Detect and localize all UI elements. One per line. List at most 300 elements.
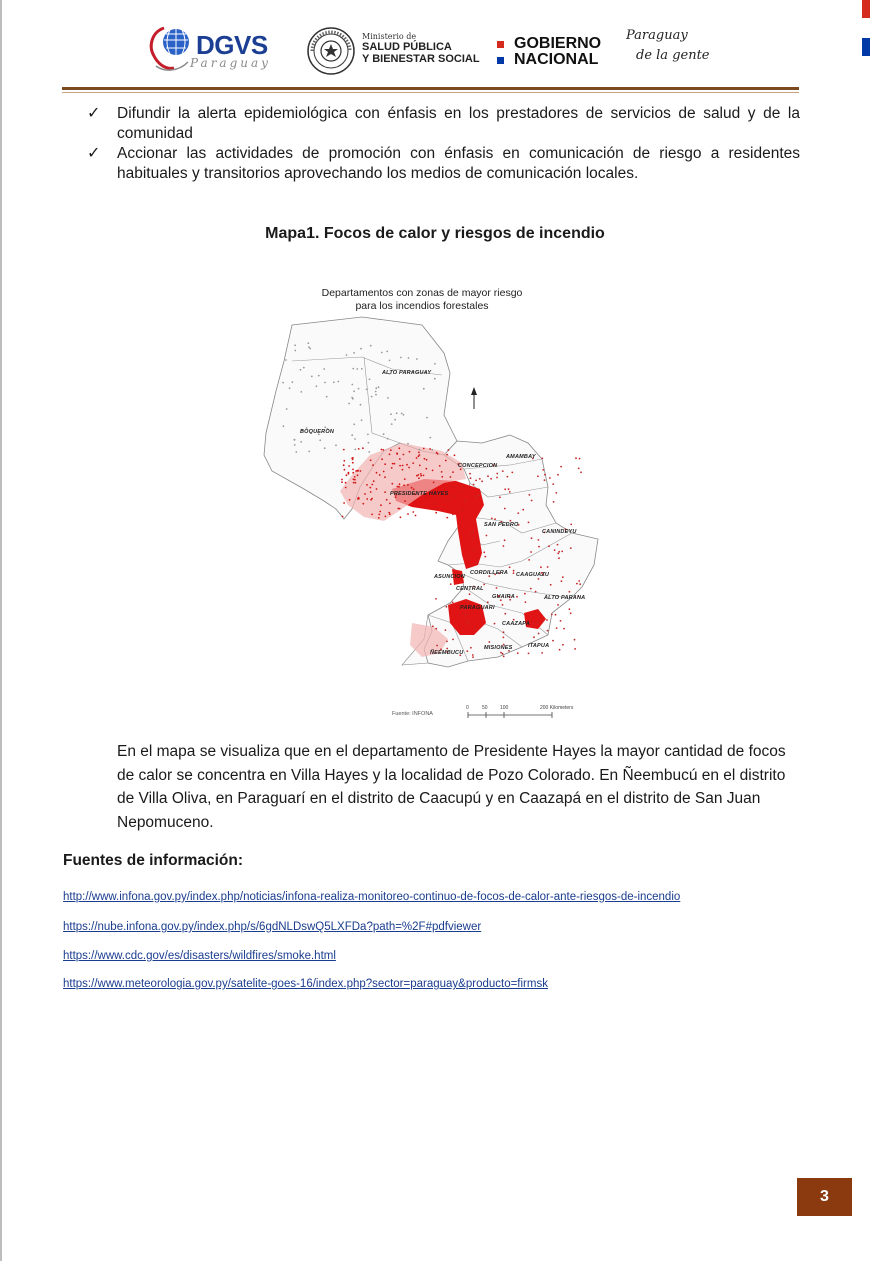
fire-hotspot-dot bbox=[360, 404, 362, 406]
fire-hotspot-dot bbox=[371, 514, 373, 516]
fire-hotspot-dot bbox=[289, 387, 291, 389]
fire-hotspot-dot bbox=[432, 625, 434, 627]
fire-hotspot-dot bbox=[358, 448, 360, 450]
fire-hotspot-dot bbox=[540, 566, 542, 568]
gobierno-row-2 bbox=[497, 52, 601, 68]
fire-hotspot-dot bbox=[400, 357, 402, 359]
fire-hotspot-dot bbox=[472, 656, 474, 658]
fire-hotspot-dot bbox=[402, 469, 404, 471]
fire-hotspot-dot bbox=[538, 539, 540, 541]
fire-hotspot-dot bbox=[319, 439, 321, 441]
fire-hotspot-dot bbox=[424, 458, 426, 460]
fire-hotspot-dot bbox=[361, 368, 363, 370]
fire-hotspot-dot bbox=[469, 593, 471, 595]
fire-hotspot-dot bbox=[294, 344, 296, 346]
fire-hotspot-dot bbox=[351, 457, 353, 459]
fire-hotspot-dot bbox=[370, 459, 372, 461]
fire-hotspot-dot bbox=[579, 583, 581, 585]
gobierno-nacional-logo bbox=[497, 36, 601, 68]
fire-hotspot-dot bbox=[504, 508, 506, 510]
fire-hotspot-dot bbox=[441, 471, 443, 473]
fire-hotspot-dot bbox=[391, 483, 393, 485]
fire-hotspot-dot bbox=[398, 486, 400, 488]
fire-hotspot-dot bbox=[345, 482, 347, 484]
fire-hotspot-dot bbox=[561, 551, 563, 553]
fire-hotspot-dot bbox=[445, 629, 447, 631]
fire-hotspot-dot bbox=[446, 517, 448, 519]
fire-hotspot-dot bbox=[381, 458, 383, 460]
fire-hotspot-dot bbox=[576, 583, 578, 585]
fire-hotspot-dot bbox=[419, 465, 421, 467]
fire-hotspot-dot bbox=[355, 470, 357, 472]
fire-hotspot-dot bbox=[558, 551, 560, 553]
fire-hotspot-dot bbox=[487, 601, 489, 603]
fire-hotspot-dot bbox=[462, 510, 464, 512]
fire-hotspot-dot bbox=[466, 650, 468, 652]
fire-hotspot-dot bbox=[429, 448, 431, 450]
fire-hotspot-dot bbox=[580, 471, 582, 473]
fire-hotspot-dot bbox=[496, 587, 498, 589]
fire-hotspot-dot bbox=[346, 474, 348, 476]
fire-hotspot-dot bbox=[412, 511, 414, 513]
fire-hotspot-dot bbox=[371, 498, 373, 500]
fire-hotspot-dot bbox=[357, 474, 359, 476]
fire-hotspot-dot bbox=[559, 649, 561, 651]
fire-hotspot-dot bbox=[285, 359, 287, 361]
fire-hotspot-dot bbox=[535, 591, 537, 593]
fire-hotspot-dot bbox=[420, 475, 422, 477]
fire-hotspot-dot bbox=[420, 473, 422, 475]
fire-hotspot-dot bbox=[469, 473, 471, 475]
fire-hotspot-dot bbox=[575, 457, 577, 459]
fire-hotspot-dot bbox=[300, 441, 302, 443]
fire-hotspot-dot bbox=[348, 472, 350, 474]
fire-hotspot-dot bbox=[323, 368, 325, 370]
label-cordillera: CORDILLERA bbox=[470, 570, 509, 576]
fire-hotspot-dot bbox=[446, 606, 448, 608]
fire-hotspot-dot bbox=[324, 447, 326, 449]
label-concepcion: CONCEPCION bbox=[458, 463, 498, 469]
dgvs-logo bbox=[146, 22, 276, 78]
fire-hotspot-dot bbox=[295, 451, 297, 453]
fire-hotspot-dot bbox=[528, 522, 530, 524]
fire-hotspot-dot bbox=[434, 508, 436, 510]
fire-hotspot-dot bbox=[452, 471, 454, 473]
map-heading-line-2: para los incendios forestales bbox=[355, 300, 489, 312]
fire-hotspot-dot bbox=[291, 381, 293, 383]
fire-hotspot-dot bbox=[472, 654, 474, 656]
map-description-paragraph: En el mapa se visualiza que en el departamento de Presidente Hayes la mayor cantidad de focos de calor se concentra en Villa Hayes y la localidad de Pozo Colorado. En Ñeembucú en el distrito de Villa Oliva, en Paraguarí en el distrito de Caacupú y en Caazapá en el distrito de San Juan Nepomuceno. bbox=[117, 743, 786, 831]
fire-hotspot-dot bbox=[426, 459, 428, 461]
fire-hotspot-dot bbox=[511, 472, 513, 474]
fire-hotspot-dot bbox=[542, 619, 544, 621]
fire-hotspot-dot bbox=[404, 478, 406, 480]
fire-hotspot-dot bbox=[353, 478, 355, 480]
fire-hotspot-dot bbox=[335, 444, 337, 446]
dgvs-logo-text: DGVS bbox=[196, 30, 268, 60]
dgvs-globe-icon bbox=[146, 22, 196, 78]
fire-hotspot-dot bbox=[551, 614, 553, 616]
fire-hotspot-dot bbox=[372, 464, 374, 466]
fire-hotspot-dot bbox=[389, 503, 391, 505]
paraguay-fire-risk-map bbox=[252, 283, 612, 723]
fire-hotspot-dot bbox=[453, 487, 455, 489]
paraguay-logo-line-1: Paraguay bbox=[626, 28, 688, 43]
fire-hotspot-dot bbox=[403, 414, 405, 416]
fire-hotspot-dot bbox=[423, 388, 425, 390]
fire-hotspot-dot bbox=[293, 439, 295, 441]
fire-hotspot-dot bbox=[294, 444, 296, 446]
fire-hotspot-dot bbox=[450, 583, 452, 585]
fire-hotspot-dot bbox=[370, 491, 372, 493]
fire-hotspot-dot bbox=[411, 487, 413, 489]
fire-hotspot-dot bbox=[399, 508, 401, 510]
fire-hotspot-dot bbox=[300, 369, 302, 371]
fire-hotspot-dot bbox=[553, 501, 555, 503]
fire-hotspot-dot bbox=[386, 351, 388, 353]
fire-hotspot-dot bbox=[467, 623, 469, 625]
fire-hotspot-dot bbox=[407, 513, 409, 515]
fire-hotspot-dot bbox=[531, 500, 533, 502]
fire-hotspot-dot bbox=[552, 483, 554, 485]
fire-hotspot-dot bbox=[362, 503, 364, 505]
fire-hotspot-dot bbox=[407, 443, 409, 445]
map-graphic bbox=[252, 283, 612, 723]
fire-hotspot-dot bbox=[415, 515, 417, 517]
fire-hotspot-dot bbox=[560, 620, 562, 622]
fire-hotspot-dot bbox=[294, 350, 296, 352]
fire-hotspot-dot bbox=[416, 457, 418, 459]
fire-hotspot-dot bbox=[473, 549, 475, 551]
gobierno-row-1 bbox=[497, 36, 601, 52]
fire-hotspot-dot bbox=[349, 499, 351, 501]
fire-hotspot-dot bbox=[451, 498, 453, 500]
fire-hotspot-dot bbox=[392, 463, 394, 465]
fire-hotspot-dot bbox=[383, 433, 385, 435]
fire-hotspot-dot bbox=[432, 470, 434, 472]
checklist-item-text: Accionar las actividades de promoción con énfasis en comunicación de riesgo a residentes habituales y transitorios aprovechando los medios de comunicación locales. bbox=[117, 145, 800, 182]
fire-hotspot-dot bbox=[434, 363, 436, 365]
fire-hotspot-dot bbox=[578, 468, 580, 470]
fire-hotspot-dot bbox=[574, 648, 576, 650]
fire-hotspot-dot bbox=[376, 488, 378, 490]
label-san-pedro: SAN PEDRO bbox=[484, 522, 519, 528]
fire-hotspot-dot bbox=[554, 549, 556, 551]
scale-bar bbox=[468, 712, 552, 718]
fire-hotspot-dot bbox=[452, 602, 454, 604]
fire-hotspot-dot bbox=[502, 604, 504, 606]
fire-hotspot-dot bbox=[384, 463, 386, 465]
fire-hotspot-dot bbox=[548, 545, 550, 547]
fire-hotspot-dot bbox=[355, 482, 357, 484]
fire-hotspot-dot bbox=[366, 484, 368, 486]
fire-hotspot-dot bbox=[356, 368, 358, 370]
fire-hotspot-dot bbox=[341, 479, 343, 481]
fire-hotspot-dot bbox=[496, 477, 498, 479]
fire-hotspot-dot bbox=[366, 498, 368, 500]
fire-hotspot-dot bbox=[316, 385, 318, 387]
fire-hotspot-dot bbox=[435, 512, 437, 514]
fire-hotspot-dot bbox=[402, 465, 404, 467]
fire-hotspot-dot bbox=[380, 504, 382, 506]
fire-hotspot-dot bbox=[382, 449, 384, 451]
fire-hotspot-dot bbox=[379, 474, 381, 476]
fire-hotspot-dot bbox=[416, 358, 418, 360]
fire-hotspot-dot bbox=[446, 454, 448, 456]
fire-hotspot-dot bbox=[471, 533, 473, 535]
fire-hotspot-dot bbox=[533, 623, 535, 625]
fire-hotspot-dot bbox=[342, 516, 344, 518]
action-checklist bbox=[80, 104, 800, 184]
fire-hotspot-dot bbox=[479, 478, 481, 480]
fire-hotspot-dot bbox=[557, 604, 559, 606]
fire-hotspot-dot bbox=[388, 512, 390, 514]
fire-hotspot-dot bbox=[557, 474, 559, 476]
fire-hotspot-dot bbox=[525, 601, 527, 603]
fire-hotspot-dot bbox=[445, 460, 447, 462]
fire-hotspot-dot bbox=[574, 639, 576, 641]
fire-hotspot-dot bbox=[434, 378, 436, 380]
fire-hotspot-dot bbox=[475, 563, 477, 565]
fire-hotspot-dot bbox=[570, 524, 572, 526]
fire-hotspot-dot bbox=[343, 502, 345, 504]
fire-hotspot-dot bbox=[361, 419, 363, 421]
label-caazapa: CAAZAPA bbox=[502, 621, 530, 627]
fire-hotspot-dot bbox=[379, 511, 381, 513]
source-link[interactable]: https://www.meteorologia.gov.py/satelite-goes-16/index.php?sector=paraguay&producto=firmsk bbox=[63, 978, 548, 990]
fire-hotspot-dot bbox=[378, 514, 380, 516]
fire-hotspot-dot bbox=[368, 451, 370, 453]
fire-hotspot-dot bbox=[408, 357, 410, 359]
fire-hotspot-dot bbox=[343, 460, 345, 462]
fire-hotspot-dot bbox=[487, 475, 489, 477]
fire-hotspot-dot bbox=[437, 453, 439, 455]
fire-hotspot-dot bbox=[522, 509, 524, 511]
fire-hotspot-dot bbox=[461, 490, 463, 492]
fire-hotspot-dot bbox=[394, 419, 396, 421]
map-source: Fuente: INFONA bbox=[392, 711, 433, 717]
fire-hotspot-dot bbox=[470, 477, 472, 479]
fire-hotspot-dot bbox=[452, 514, 454, 516]
fire-hotspot-dot bbox=[409, 451, 411, 453]
fire-hotspot-dot bbox=[403, 454, 405, 456]
fire-hotspot-dot bbox=[308, 346, 310, 348]
fire-hotspot-dot bbox=[408, 467, 410, 469]
fire-hotspot-dot bbox=[369, 487, 371, 489]
fire-hotspot-dot bbox=[560, 466, 562, 468]
fire-hotspot-dot bbox=[399, 483, 401, 485]
fire-hotspot-dot bbox=[418, 449, 420, 451]
fire-hotspot-dot bbox=[387, 397, 389, 399]
fire-hotspot-dot bbox=[352, 368, 354, 370]
map-title: Mapa1. Focos de calor y riesgos de incendio bbox=[265, 225, 605, 242]
fire-hotspot-dot bbox=[502, 653, 504, 655]
fire-hotspot-dot bbox=[558, 557, 560, 559]
fire-hotspot-dot bbox=[353, 390, 355, 392]
fire-hotspot-dot bbox=[561, 580, 563, 582]
fire-hotspot-dot bbox=[431, 449, 433, 451]
fire-hotspot-dot bbox=[531, 537, 533, 539]
fire-hotspot-dot bbox=[286, 408, 288, 410]
fire-hotspot-dot bbox=[423, 475, 425, 477]
fire-hotspot-dot bbox=[538, 578, 540, 580]
fire-hotspot-dot bbox=[391, 423, 393, 425]
fire-hotspot-dot bbox=[418, 455, 420, 457]
scale-label-100: 100 bbox=[500, 705, 509, 711]
fire-hotspot-dot bbox=[466, 620, 468, 622]
fire-hotspot-dot bbox=[509, 491, 511, 493]
fire-hotspot-dot bbox=[354, 476, 356, 478]
fire-hotspot-dot bbox=[578, 580, 580, 582]
fire-hotspot-dot bbox=[441, 476, 443, 478]
fire-hotspot-dot bbox=[513, 570, 515, 572]
fire-hotspot-dot bbox=[397, 486, 399, 488]
fire-hotspot-dot bbox=[398, 447, 400, 449]
fire-hotspot-dot bbox=[557, 553, 559, 555]
fire-hotspot-dot bbox=[375, 387, 377, 389]
scale-label-200: 200 Kilometers bbox=[540, 705, 574, 711]
fire-hotspot-dot bbox=[538, 633, 540, 635]
fire-hotspot-dot bbox=[371, 396, 373, 398]
label-boqueron: BOQUERON bbox=[300, 429, 334, 435]
fire-hotspot-dot bbox=[324, 382, 326, 384]
fire-hotspot-dot bbox=[303, 367, 305, 369]
fire-hotspot-dot bbox=[435, 598, 437, 600]
fire-hotspot-dot bbox=[348, 403, 350, 405]
fire-hotspot-dot bbox=[351, 384, 353, 386]
label-central: CENTRAL bbox=[456, 586, 484, 592]
source-link[interactable]: http://www.infona.gov.py/index.php/noticias/infona-realiza-monitoreo-continuo-de-focos-de-calor-ante-riesgos-de-incendio bbox=[63, 891, 681, 903]
checklist-item-text: Difundir la alerta epidemiológica con énfasis en los prestadores de servicios de salud y de la comunidad bbox=[117, 105, 800, 142]
ministry-name bbox=[362, 32, 480, 65]
fire-hotspot-dot bbox=[418, 477, 420, 479]
source-link[interactable]: https://nube.infona.gov.py/index.php/s/6gdNLDswQ5LXFDa?path=%2F#pdfviewer bbox=[63, 921, 482, 933]
fire-hotspot-dot bbox=[473, 537, 475, 539]
fire-hotspot-dot bbox=[283, 425, 285, 427]
ministry-line-1: SALUD PÚBLICA bbox=[362, 41, 452, 53]
source-link[interactable]: https://www.cdc.gov/es/disasters/wildfires/smoke.html bbox=[63, 950, 336, 962]
fire-hotspot-dot bbox=[352, 462, 354, 464]
fire-hotspot-dot bbox=[394, 463, 396, 465]
fire-hotspot-dot bbox=[513, 572, 515, 574]
fire-hotspot-dot bbox=[406, 464, 408, 466]
label-presidente-hayes: PRESIDENTE HAYES bbox=[390, 491, 449, 497]
fire-hotspot-dot bbox=[381, 352, 383, 354]
fire-hotspot-dot bbox=[475, 629, 477, 631]
fire-hotspot-dot bbox=[477, 559, 479, 561]
label-guaira: GUAIRA bbox=[492, 594, 515, 600]
fire-hotspot-dot bbox=[569, 608, 571, 610]
fire-hotspot-dot bbox=[414, 501, 416, 503]
fire-hotspot-dot bbox=[353, 352, 355, 354]
fire-hotspot-dot bbox=[503, 656, 505, 658]
fire-hotspot-dot bbox=[555, 492, 557, 494]
ministry-line-2: Y BIENESTAR SOCIAL bbox=[362, 53, 480, 65]
fire-hotspot-dot bbox=[547, 566, 549, 568]
fire-hotspot-dot bbox=[494, 518, 496, 520]
fire-hotspot-dot bbox=[348, 465, 350, 467]
fire-hotspot-dot bbox=[507, 476, 509, 478]
fire-hotspot-dot bbox=[386, 499, 388, 501]
fire-hotspot-dot bbox=[547, 630, 549, 632]
label-amambay: AMAMBAY bbox=[506, 454, 536, 460]
fire-hotspot-dot bbox=[483, 551, 485, 553]
fire-hotspot-dot bbox=[473, 531, 475, 533]
fire-hotspot-dot bbox=[466, 601, 468, 603]
fire-hotspot-dot bbox=[499, 496, 501, 498]
fire-hotspot-dot bbox=[413, 488, 415, 490]
fire-hotspot-dot bbox=[384, 476, 386, 478]
fire-hotspot-dot bbox=[504, 488, 506, 490]
fire-hotspot-dot bbox=[396, 412, 398, 414]
fire-hotspot-dot bbox=[528, 653, 530, 655]
fire-hotspot-dot bbox=[504, 613, 506, 615]
fire-hotspot-dot bbox=[439, 465, 441, 467]
fire-hotspot-dot bbox=[337, 381, 339, 383]
fire-hotspot-dot bbox=[412, 462, 414, 464]
fire-hotspot-dot bbox=[557, 544, 559, 546]
fire-hotspot-dot bbox=[426, 417, 428, 419]
fire-hotspot-dot bbox=[516, 596, 518, 598]
fire-hotspot-dot bbox=[528, 559, 530, 561]
fire-hotspot-dot bbox=[366, 389, 368, 391]
fire-hotspot-dot bbox=[475, 480, 477, 482]
fire-hotspot-dot bbox=[300, 391, 302, 393]
fire-hotspot-dot bbox=[354, 438, 356, 440]
fire-hotspot-dot bbox=[333, 381, 335, 383]
fire-hotspot-dot bbox=[385, 516, 387, 518]
fire-hotspot-dot bbox=[503, 637, 505, 639]
fire-hotspot-dot bbox=[390, 413, 392, 415]
fire-hotspot-dot bbox=[344, 469, 346, 471]
fire-hotspot-dot bbox=[462, 503, 464, 505]
fire-hotspot-dot bbox=[491, 518, 493, 520]
fire-hotspot-dot bbox=[447, 500, 449, 502]
checklist-item bbox=[80, 144, 800, 184]
fire-hotspot-dot bbox=[362, 447, 364, 449]
fire-hotspot-dot bbox=[509, 566, 511, 568]
fire-hotspot-dot bbox=[390, 449, 392, 451]
fire-hotspot-dot bbox=[308, 451, 310, 453]
fire-hotspot-dot bbox=[351, 397, 353, 399]
fire-hotspot-dot bbox=[490, 478, 492, 480]
fire-hotspot-dot bbox=[556, 627, 558, 629]
fire-hotspot-dot bbox=[404, 500, 406, 502]
fire-hotspot-dot bbox=[343, 464, 345, 466]
fire-hotspot-dot bbox=[544, 479, 546, 481]
fire-hotspot-dot bbox=[454, 454, 456, 456]
fire-hotspot-dot bbox=[454, 496, 456, 498]
dgvs-logo-subtext: Paraguay bbox=[190, 56, 271, 70]
fire-hotspot-dot bbox=[429, 437, 431, 439]
fire-hotspot-dot bbox=[418, 452, 420, 454]
fire-hotspot-dot bbox=[452, 494, 454, 496]
ministry-seal-icon bbox=[306, 26, 356, 76]
fire-hotspot-dot bbox=[448, 449, 450, 451]
fire-hotspot-dot bbox=[373, 480, 375, 482]
fire-hotspot-dot bbox=[351, 434, 353, 436]
fire-hotspot-dot bbox=[403, 484, 405, 486]
fire-hotspot-dot bbox=[309, 348, 311, 350]
fire-hotspot-dot bbox=[343, 449, 345, 451]
fire-hotspot-dot bbox=[502, 470, 504, 472]
fire-hotspot-dot bbox=[517, 652, 519, 654]
fire-hotspot-dot bbox=[533, 636, 535, 638]
fire-hotspot-dot bbox=[465, 614, 467, 616]
fire-hotspot-dot bbox=[360, 470, 362, 472]
fire-hotspot-dot bbox=[384, 491, 386, 493]
fire-hotspot-dot bbox=[508, 488, 510, 490]
